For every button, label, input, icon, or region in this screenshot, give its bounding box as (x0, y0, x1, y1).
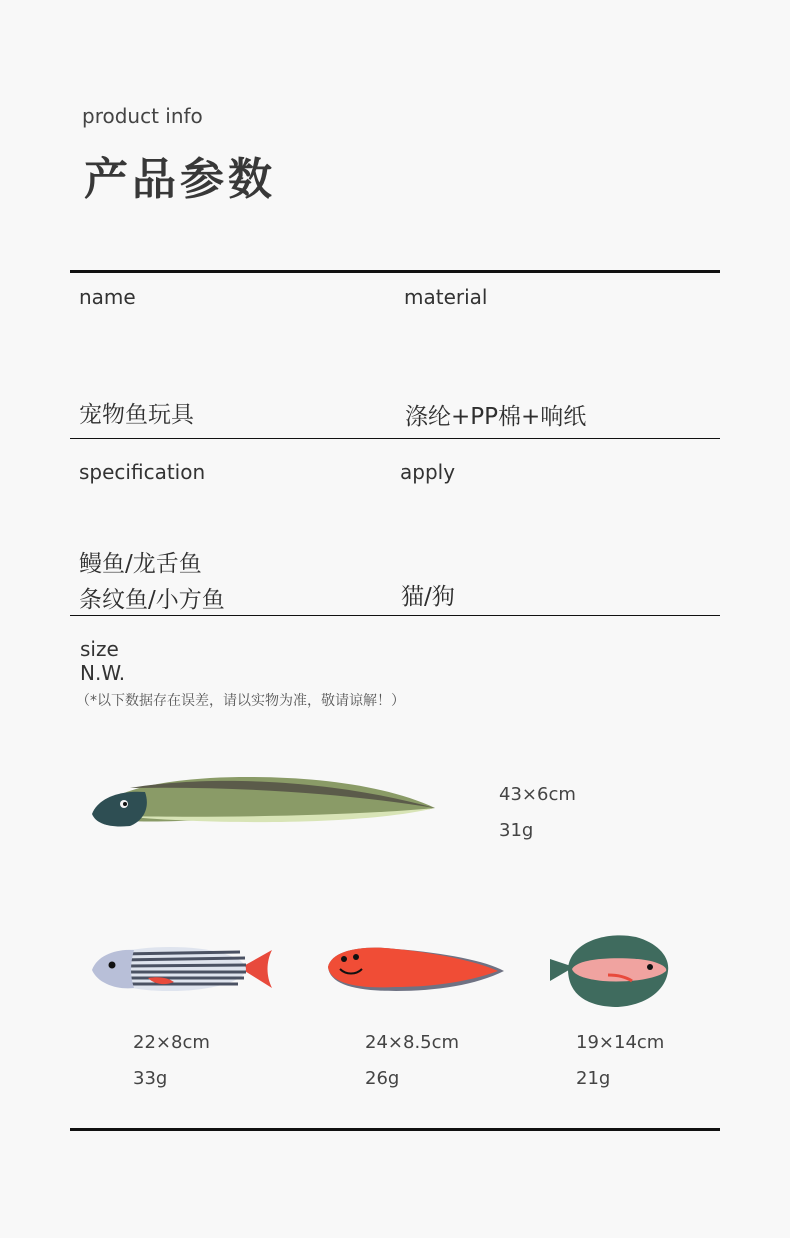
table-bottom-rule (70, 1128, 720, 1131)
eel-fish-toy-icon (90, 772, 440, 834)
size-disclaimer: （*以下数据存在误差，请以实物为准，敬请谅解！） (76, 693, 405, 709)
name-value: 宠物鱼玩具 (79, 402, 194, 428)
apply-value: 猫/狗 (401, 584, 455, 610)
row-divider-1 (70, 438, 720, 439)
page-title: 产品参数 (84, 154, 276, 205)
flatfish-toy-icon (548, 929, 672, 1009)
apply-label: apply (400, 460, 456, 484)
striped-fish-weight: 33g (133, 1068, 168, 1089)
tongue-fish-weight: 26g (365, 1068, 400, 1089)
size-label: size (80, 637, 119, 661)
tongue-fish-dimensions: 24×8.5cm (365, 1032, 460, 1053)
nw-label: N.W. (80, 661, 126, 685)
eel-dimensions: 43×6cm (499, 784, 576, 805)
specification-label: specification (79, 460, 206, 484)
material-value: 涤纶+PP棉+响纸 (405, 404, 587, 430)
striped-fish-toy-icon (90, 944, 274, 994)
tongue-fish-toy-icon (326, 943, 506, 995)
flatfish-weight: 21g (576, 1068, 611, 1089)
table-top-rule (70, 270, 720, 273)
material-label: material (404, 285, 488, 309)
specification-value-line1: 鳗鱼/龙舌鱼 (79, 551, 202, 577)
eel-weight: 31g (499, 820, 534, 841)
striped-fish-dimensions: 22×8cm (133, 1032, 210, 1053)
flatfish-dimensions: 19×14cm (576, 1032, 665, 1053)
row-divider-2 (70, 615, 720, 616)
header-subtitle: product info (82, 104, 203, 128)
name-label: name (79, 285, 136, 309)
specification-value-line2: 条纹鱼/小方鱼 (79, 587, 225, 613)
